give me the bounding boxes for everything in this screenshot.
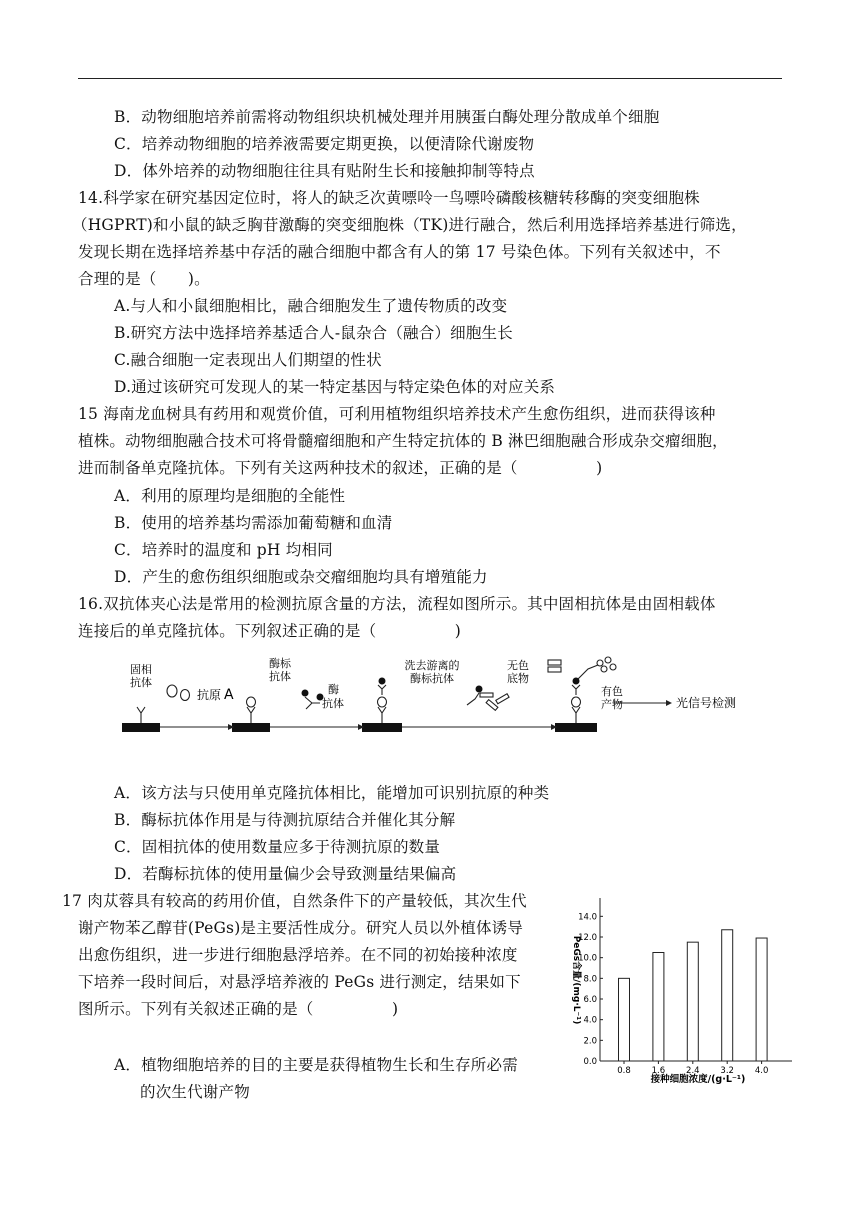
colored-product-icon-1 (597, 660, 603, 666)
q16-option-d: D．若酶标抗体的使用量偏少会导致测量结果偏高 (114, 865, 457, 883)
q17-option-a-line-1: A．植物细胞培养的目的主要是获得植物生长和生存所必需 (114, 1056, 518, 1074)
antigen-icon-b (181, 690, 190, 701)
q15-stem-line-3: 进而制备单克隆抗体。下列有关这两种技术的叙述，正确的是（ ) (78, 459, 603, 477)
q15-stem-line-2: 植株。动物细胞融合技术可将骨髓瘤细胞和产生特定抗体的 B 淋巴细胞融合形成杂交瘤细胞， (78, 432, 728, 450)
chart-y-tick-label: 2.0 (583, 1036, 597, 1047)
q13-option-b: B．动物细胞培养前需将动物组织块机械处理并用胰蛋白酶处理分散成单个细胞 (114, 108, 660, 126)
chart-y-tick-label: 10.0 (578, 953, 597, 964)
colored-product-icon-2 (605, 657, 611, 663)
enzyme-dot-icon-bound-2 (573, 678, 580, 685)
bound-antigen-icon (247, 697, 256, 707)
q15-option-b: B．使用的培养基均需添加葡萄糖和血清 (114, 514, 393, 532)
chart-bar (687, 942, 698, 1061)
label-antigen: 抗原 (197, 688, 222, 702)
solid-antibody-icon-1 (137, 707, 145, 723)
q16-stem-line-2: 连接后的单克隆抗体。下列叙述正确的是（ ) (78, 622, 462, 640)
q15-option-d: D．产生的愈伤组织细胞或杂交瘤细胞均具有增殖能力 (114, 568, 488, 586)
q16-option-c: C．固相抗体的使用数量应多于待测抗原的数量 (114, 838, 441, 856)
q14-option-d: D.通过该研究可发现人的某一特定基因与特定染色体的对应关系 (114, 378, 556, 396)
label-solid-antibody-1: 固相 (130, 663, 152, 676)
q17-stem-line-4: 下培养一段时间后，对悬浮培养液的 PeGs 进行测定，结果如下 (78, 973, 521, 991)
q15-option-c: C．培养时的温度和 pH 均相同 (114, 541, 333, 559)
label-wash-2: 酶标抗体 (410, 672, 454, 685)
label-colored-2: 产物 (601, 698, 623, 711)
solid-antibody-icon-3 (378, 707, 386, 723)
q17-stem-line-5: 图所示。下列有关叙述正确的是（ ) (78, 1000, 399, 1018)
solid-phase-carrier-4 (555, 723, 597, 732)
chart-x-tick-label: 1.6 (651, 1066, 666, 1076)
label-colorless-1: 无色 (507, 659, 529, 672)
q17-stem-line-3: 出愈伤组织，进一步进行细胞悬浮培养。在不同的初始接种浓度 (78, 946, 518, 964)
chart-y-tick-label: 8.0 (583, 974, 597, 985)
q17-stem-line-1: 17 肉苁蓉具有较高的药用价值，自然条件下的产量较低，其次生代 (62, 892, 527, 910)
solid-phase-carrier-1 (122, 723, 160, 732)
solid-phase-carrier-2 (232, 723, 270, 732)
enzyme-dot-icon-bound (379, 678, 386, 685)
chart-bar (619, 978, 630, 1061)
q17-option-a-line-2: 的次生代谢产物 (140, 1083, 250, 1101)
chart-y-tick-label: 0.0 (583, 1057, 597, 1067)
reaction-arrow-icon (576, 665, 598, 681)
label-colorless-2: 底物 (507, 672, 529, 685)
q14-stem-line-2: （HGPRT)和小鼠的缺乏胸苷激酶的突变细胞株（TK)进行融合，然后利用选择培养基进行筛选， (72, 216, 747, 234)
chart-x-tick-label: 4.0 (754, 1066, 769, 1076)
q14-option-b: B.研究方法中选择培养基适合人-鼠杂合（融合）细胞生长 (114, 324, 513, 342)
label-enzyme-antibody-1: 酶标 (269, 657, 291, 670)
antigen-icon-a (167, 685, 177, 697)
q14-stem-line-1: 14.科学家在研究基因定位时，将人的缺乏次黄嘌呤一鸟嘌呤磷酸核糖转移酶的突变细胞株 (78, 189, 700, 207)
label-colored-1: 有色 (601, 685, 623, 698)
substrate-icon-2 (496, 694, 509, 704)
q16-option-b: B．酶标抗体作用是与待测抗原结合并催化其分解 (114, 811, 456, 829)
chart-x-tick-label: 3.2 (720, 1066, 734, 1076)
colored-product-icon-4 (610, 664, 616, 670)
bound-antigen-icon-2 (378, 697, 387, 707)
q14-stem-line-4: 合理的是（ )。 (78, 270, 210, 288)
q14-option-a: A.与人和小鼠细胞相比，融合细胞发生了遗传物质的改变 (114, 297, 508, 315)
header-rule (78, 78, 782, 79)
q16-option-a: A．该方法与只使用单克隆抗体相比，能增加可识别抗原的种类 (114, 784, 550, 802)
solid-antibody-icon-4 (572, 707, 580, 723)
q16-stem-line-1: 16.双抗体夹心法是常用的检测抗原含量的方法，流程如图所示。其中固相抗体是由固相载体 (78, 595, 716, 613)
q13-option-d: D．体外培养的动物细胞往往具有贴附生长和接触抑制等特点 (114, 162, 535, 180)
q14-option-c: C.融合细胞一定表现出人们期望的性状 (114, 351, 382, 369)
q13-option-c: C．培养动物细胞的培养液需要定期更换，以便清除代谢废物 (114, 135, 535, 153)
free-enzyme-antibody-icon (467, 693, 479, 705)
solid-phase-carrier-3 (362, 723, 402, 732)
sandwich-elisa-diagram (110, 655, 790, 745)
pegs-bar-chart (556, 888, 796, 1088)
q17-stem-line-2: 谢产物苯乙醇苷(PeGs)是主要活性成分。研究人员以外植体诱导 (78, 919, 524, 937)
label-signal-detection: 光信号检测 (676, 696, 737, 710)
q14-stem-line-3: 发现长期在选择培养基中存活的融合细胞中都含有人的第 17 号染色体。下列有关叙述中，不 (78, 243, 721, 261)
substrate-icon-4 (548, 660, 561, 665)
chart-y-tick-label: 14.0 (578, 912, 597, 923)
bound-antigen-icon-3 (572, 697, 581, 707)
label-enzyme-legend-2: 抗体 (322, 697, 344, 710)
enzyme-dot-icon-free (476, 686, 483, 693)
enzyme-antibody-bound-icon (378, 685, 386, 695)
chart-y-tick-label: 4.0 (583, 1015, 597, 1026)
chart-bar (653, 953, 664, 1062)
substrate-icon-5 (548, 667, 561, 672)
chart-x-axis-label: 接种细胞浓度/(g·L⁻¹) (650, 1074, 746, 1085)
chart-x-tick-label: 2.4 (686, 1066, 700, 1076)
chart-y-tick-label: 12.0 (578, 933, 597, 943)
substrate-icon-1 (480, 693, 493, 697)
chart-y-axis-label: PeGs含量/(mg·L⁻¹) (571, 935, 581, 1025)
enzyme-dot-icon-1 (302, 690, 309, 697)
q15-option-a: A．利用的原理均是细胞的全能性 (114, 487, 346, 505)
label-enzyme-legend-1: 酶 (328, 683, 339, 696)
label-solid-antibody-2: 抗体 (130, 676, 152, 689)
chart-y-tick-label: 6.0 (583, 995, 597, 1005)
label-antigen-letter: A (224, 687, 234, 703)
chart-bar (756, 938, 767, 1061)
label-enzyme-antibody-2: 抗体 (269, 670, 291, 683)
colored-product-icon-3 (601, 666, 607, 672)
chart-x-tick-label: 0.8 (617, 1066, 631, 1076)
solid-antibody-icon-2 (247, 707, 255, 723)
q15-stem-line-1: 15 海南龙血树具有药用和观赏价值，可利用植物组织培养技术产生愈伤组织，进而获得该种 (78, 405, 716, 423)
chart-bar (722, 930, 733, 1061)
label-wash-1: 洗去游离的 (404, 659, 460, 672)
enzyme-antibody-bound-icon-2 (572, 685, 580, 695)
